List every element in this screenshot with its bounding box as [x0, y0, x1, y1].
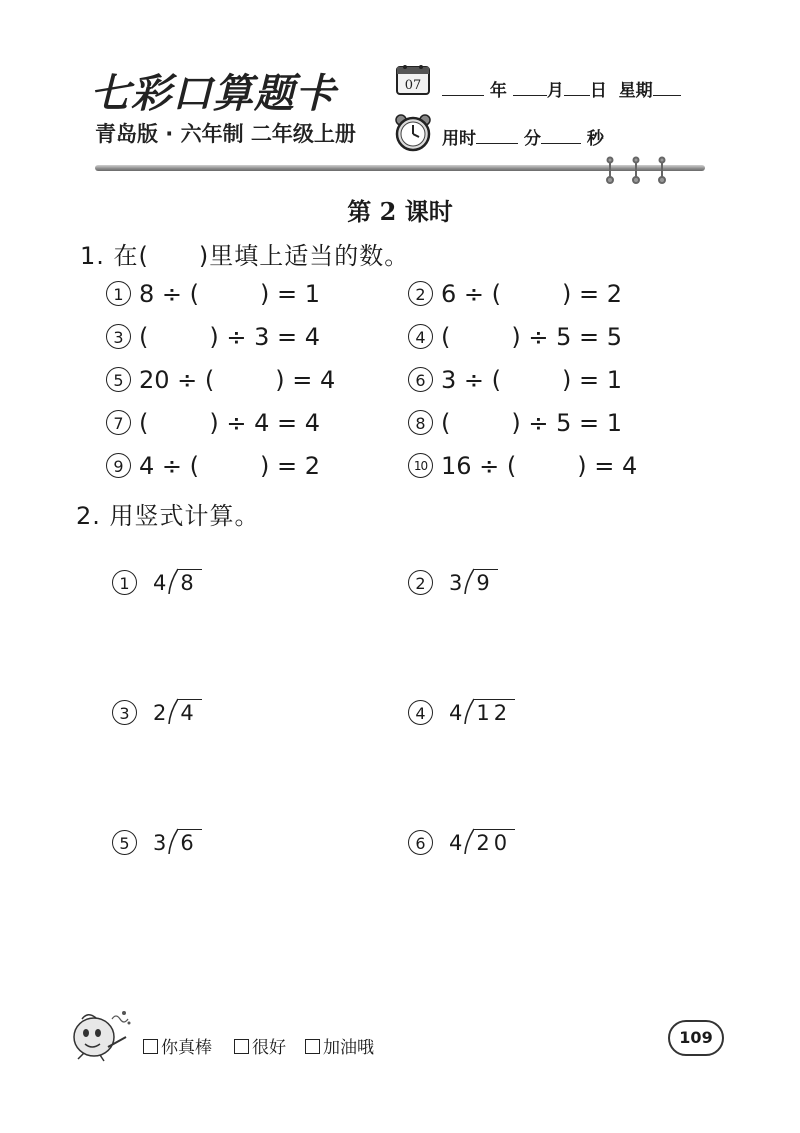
q1-item-3[interactable]: 3 ( ) ÷ 3 = 4: [106, 323, 320, 351]
brand-title: 七彩口算题卡: [90, 70, 336, 117]
edition-label: 青岛版 · 六年制 二年级上册: [95, 122, 356, 146]
long-division: 4 20: [449, 828, 515, 855]
q2-item-6[interactable]: 6 4 20: [408, 828, 515, 857]
month-blank[interactable]: [513, 79, 547, 96]
day-blank[interactable]: [564, 79, 590, 96]
q2-item-5[interactable]: 5 3 6: [112, 828, 202, 857]
long-division: 4 12: [449, 698, 515, 725]
q1-item-7[interactable]: 7 ( ) ÷ 4 = 4: [106, 409, 320, 437]
clock-icon: [393, 112, 433, 152]
division-bracket-icon: [464, 698, 474, 724]
checkbox[interactable]: [143, 1039, 158, 1054]
q1-item-8[interactable]: 8 ( ) ÷ 5 = 1: [408, 409, 622, 437]
division-bracket-icon: [464, 828, 474, 854]
division-bracket-icon: [168, 698, 178, 724]
q2-item-4[interactable]: 4 4 12: [408, 698, 515, 727]
calendar-number: 07: [404, 78, 422, 93]
division-bracket-icon: [168, 568, 178, 594]
long-division: 4 8: [153, 568, 202, 595]
q1-item-2[interactable]: 2 6 ÷ ( ) = 2: [408, 280, 622, 308]
q2-item-3[interactable]: 3 2 4: [112, 698, 202, 727]
q1-item-10[interactable]: 10 16 ÷ ( ) = 4: [408, 452, 637, 480]
question-2-heading: 2. 用竖式计算。: [76, 502, 260, 530]
weekday-blank[interactable]: [653, 79, 681, 96]
eval-option-great[interactable]: 你真棒: [143, 1033, 212, 1058]
mascot-illustration-icon: [68, 1003, 136, 1067]
ring-binder-pins: [600, 156, 680, 184]
q1-item-4[interactable]: 4 ( ) ÷ 5 = 5: [408, 323, 622, 351]
q1-item-9[interactable]: 9 4 ÷ ( ) = 2: [106, 452, 320, 480]
checkbox[interactable]: [305, 1039, 320, 1054]
q2-item-2[interactable]: 2 3 9: [408, 568, 498, 597]
eval-option-good[interactable]: 很好: [234, 1033, 286, 1058]
q1-item-5[interactable]: 5 20 ÷ ( ) = 4: [106, 366, 335, 394]
division-bracket-icon: [464, 568, 474, 594]
date-fill-line: 年 月 日 星期: [442, 76, 681, 101]
long-division: 3 6: [153, 828, 202, 855]
page-number: 109: [668, 1020, 724, 1056]
q1-item-6[interactable]: 6 3 ÷ ( ) = 1: [408, 366, 622, 394]
minutes-blank[interactable]: [476, 127, 518, 144]
calendar-icon: [395, 62, 431, 96]
long-division: 3 9: [449, 568, 498, 595]
lesson-title: 第 2 课时: [347, 197, 453, 226]
eval-option-keep-trying[interactable]: 加油哦: [305, 1033, 374, 1058]
seconds-blank[interactable]: [541, 127, 581, 144]
long-division: 2 4: [153, 698, 202, 725]
q1-item-1[interactable]: 1 8 ÷ ( ) = 1: [106, 280, 320, 308]
time-fill-line: 用时 分 秒: [442, 129, 604, 149]
division-bracket-icon: [168, 828, 178, 854]
q2-item-1[interactable]: 1 4 8: [112, 568, 202, 597]
year-blank[interactable]: [442, 79, 484, 96]
question-1-heading: 1. 在( )里填上适当的数。: [80, 242, 410, 270]
checkbox[interactable]: [234, 1039, 249, 1054]
